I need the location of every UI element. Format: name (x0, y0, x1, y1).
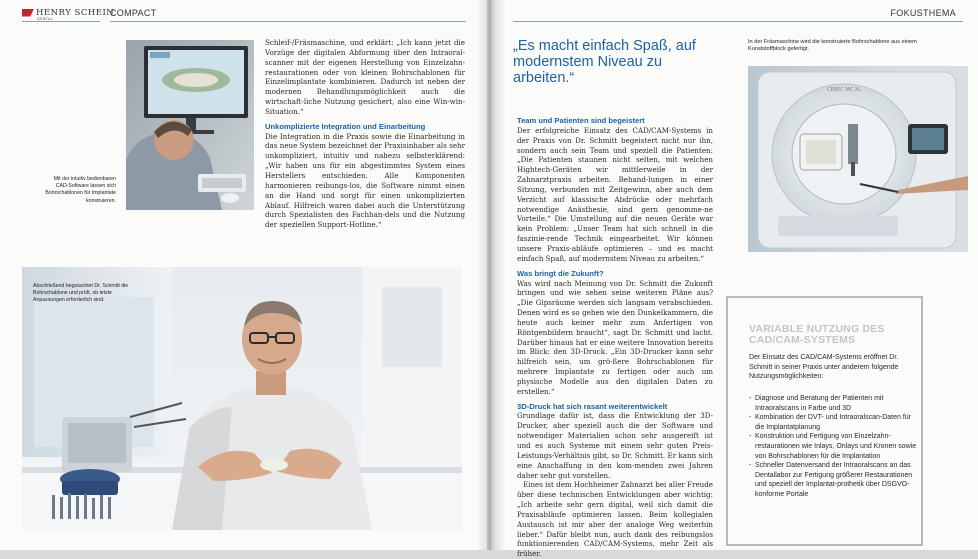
photo-doctor-inspection (22, 267, 462, 530)
photo-milling-machine (748, 66, 968, 252)
paragraph: Eines ist dem Hochheimer Zahnarzt bei aller Freude über diese technischen Entwicklungen aber wichtig: „Ich arbeite sehr gern digital, weil sich damit die Praxisabläufe optimieren lassen. Beim kollegialen Austausch ist mir aber der analoge Weg weiterhin lieber.“ Dafür bleibt nun, auch dank des reibungslos funktionierenden CAD/CAM-Systems, mehr Zeit als früher. (517, 480, 713, 559)
brand-name: HENRY SCHEIN (36, 8, 115, 18)
heading-integration: Unkomplizierte Integration und Einarbeitung (265, 121, 426, 131)
heading-future: Was bringt die Zukunft? (517, 268, 604, 278)
caption-cad-software: Mit der intuitiv bedienbaren CAD-Software lassen sich Bohrschablonen für Implantate konstruieren. (45, 176, 116, 204)
heading-team: Team und Patienten sind begeistert (517, 116, 645, 125)
paragraph: Grundlage dafür ist, dass die Entwicklung der 3D-Drucker, aber speziell auch die der Software und notwendiger Materialien schon sehr ausgereift ist und es auch Systeme mit einem sehr guten Preis-Leistungs-Verhältnis gibt, so Dr. Schmitt. Er kann sich eine Anschaffung in den kom-menden zwei Jahren daher sehr gut vorstellen. (517, 411, 713, 480)
info-box-title: VARIABLE NUTZUNG DES CAD/CAM-SYSTEMS (749, 323, 885, 346)
list-item: - Diagnose und Beratung der Patienten mit Intraoralscans in Farbe und 3D (749, 394, 917, 413)
left-page (0, 0, 487, 550)
section-label-right: FOKUSTHEMA (890, 8, 956, 18)
info-box-intro: Der Einsatz des CAD/CAM-Systems eröffnet Dr. Schmitt in seiner Praxis unter anderem folgende Nutzungsmöglichkeiten: (749, 354, 899, 381)
paragraph: Schleif-/Fräsmaschine, und erklärt: „Ich kann jetzt die Vorzüge der digitalen Abformung über den Intraoral-scanner mit der eigenen Herstellung von Einzelzahn-restaurationen oder von kleinen Bohrschablonen für Einzelimplantate kombinieren. Dadurch ist neben der modernen Behandlungsmöglichkeit auch die wirtschaft-liche Nutzung gesichert, also eine Win-win-Situation.“ (265, 38, 465, 116)
paragraph: Der erfolgreiche Einsatz des CAD/CAM-Systems in der Praxis von Dr. Schmitt begeistert nicht nur ihn, sondern auch sein Team und speziell die Patienten: „Die Patienten staunen nicht selten, mit welchen Hightech-Geräten wir mittlerweile in der Zahnarztpraxis arbeiten. Behand-lungen in einer Sitzung, verbunden mit Zeitgewinn, aber auch dem Verzicht auf klassische Abdrücke oder mehrfach notwendige Anästhesie, sind gern genomme-ne Vorteile.“ Die Umstellung auf die neuen Geräte war kein Problem: „Unser Team hat sich schnell in die faszinie-rende Technik eingearbeitet. Wir können unsere Praxis-abläufe optimieren – und es macht einfach Spaß, auf modernstem Niveau zu arbeiten.“ (517, 125, 713, 263)
brand-logo (22, 8, 114, 21)
section-label-left: COMPACT (110, 8, 157, 18)
svg-text:CEREC MC XL: CEREC MC XL (827, 87, 861, 93)
right-column-text (517, 116, 713, 559)
caption-inspection: Abschließend begutachtet Dr. Schmitt die Bohrschablone und prüft, ob letzte Anpassungen erforderlich sind. (33, 283, 129, 304)
paragraph: Was wird nach Meinung von Dr. Schmitt die Zukunft bringen und wie sehen seine weiteren Pläne aus? „Die Gipsräume werden sich langsam verabschieden. Denen wird es so gehen wie den Dunkelkammern, die heute auch keiner mehr zum Anfertigen von Röntgenbildern braucht“, sagt Dr. Schmitt und lacht. Darüber hinaus hat er eine weitere Innovation bereits im Blick: den 3D-Druck. „Ein 3D-Drucker kann sehr hilfreich sein, um grö-ßere Bohrschablonen für mehrere Implantate zu fertigen oder auch um physische Modelle aus den digitalen Daten zu erstellen.“ (517, 278, 713, 396)
paragraph: Die Integration in die Praxis sowie die Einarbeitung in das neue System bezeichnet der Praxisinhaber als sehr unkompliziert, intuitiv und nahezu selbsterklärend: „Wir haben uns für ein abgestimmtes System eines Herstellers entschieden. Alle Komponenten harmonieren reibungs-los, die Software nimmt einen an die Hand und sorgt für einen unkomplizierten Ablauf. Hilfreich waren dabei auch die Unterstützung durch Spezialisten des Fachhan-dels und die Nutzung der speziellen Support-Hotline.“ (265, 131, 465, 230)
list-item: - Kombination der DVT- und Intraoralscan-Daten für die Implantatplanung (749, 413, 917, 432)
list-item: - Konstruktion und Fertigung von Einzelzahn-restaurationen wie Inlays, Onlays und Kronen sowie von Bohrschablonen für die Implantation (749, 432, 917, 461)
header-rule-brand (22, 21, 100, 22)
info-box (726, 296, 923, 546)
right-page (491, 0, 978, 559)
list-item: - Schneller Datenversand der Intraoralscans an das Dentallabor zur Fertigung größerer Restaurationen und speziell der Implantat-prothetik über DSGVO-konforme Portale (749, 461, 917, 499)
heading-3d-print: 3D-Druck hat sich rasant weiterentwickelt (517, 401, 668, 411)
header-rule-right (513, 21, 963, 22)
left-column-text (265, 38, 465, 230)
info-box-list (749, 394, 917, 500)
pull-quote: „Es macht einfach Spaß, auf modernstem Niveau zu arbeiten.“ (513, 38, 696, 86)
photo-cad-software (126, 40, 254, 210)
brand-sub: DENTAL (37, 17, 54, 21)
header-rule-section (110, 21, 466, 22)
brand-mark-icon (22, 9, 34, 17)
caption-milling: In der Fräsmaschine wird die konstruierte Bohrschablone aus einem Kunststoffblock gefertigt. (748, 39, 917, 53)
